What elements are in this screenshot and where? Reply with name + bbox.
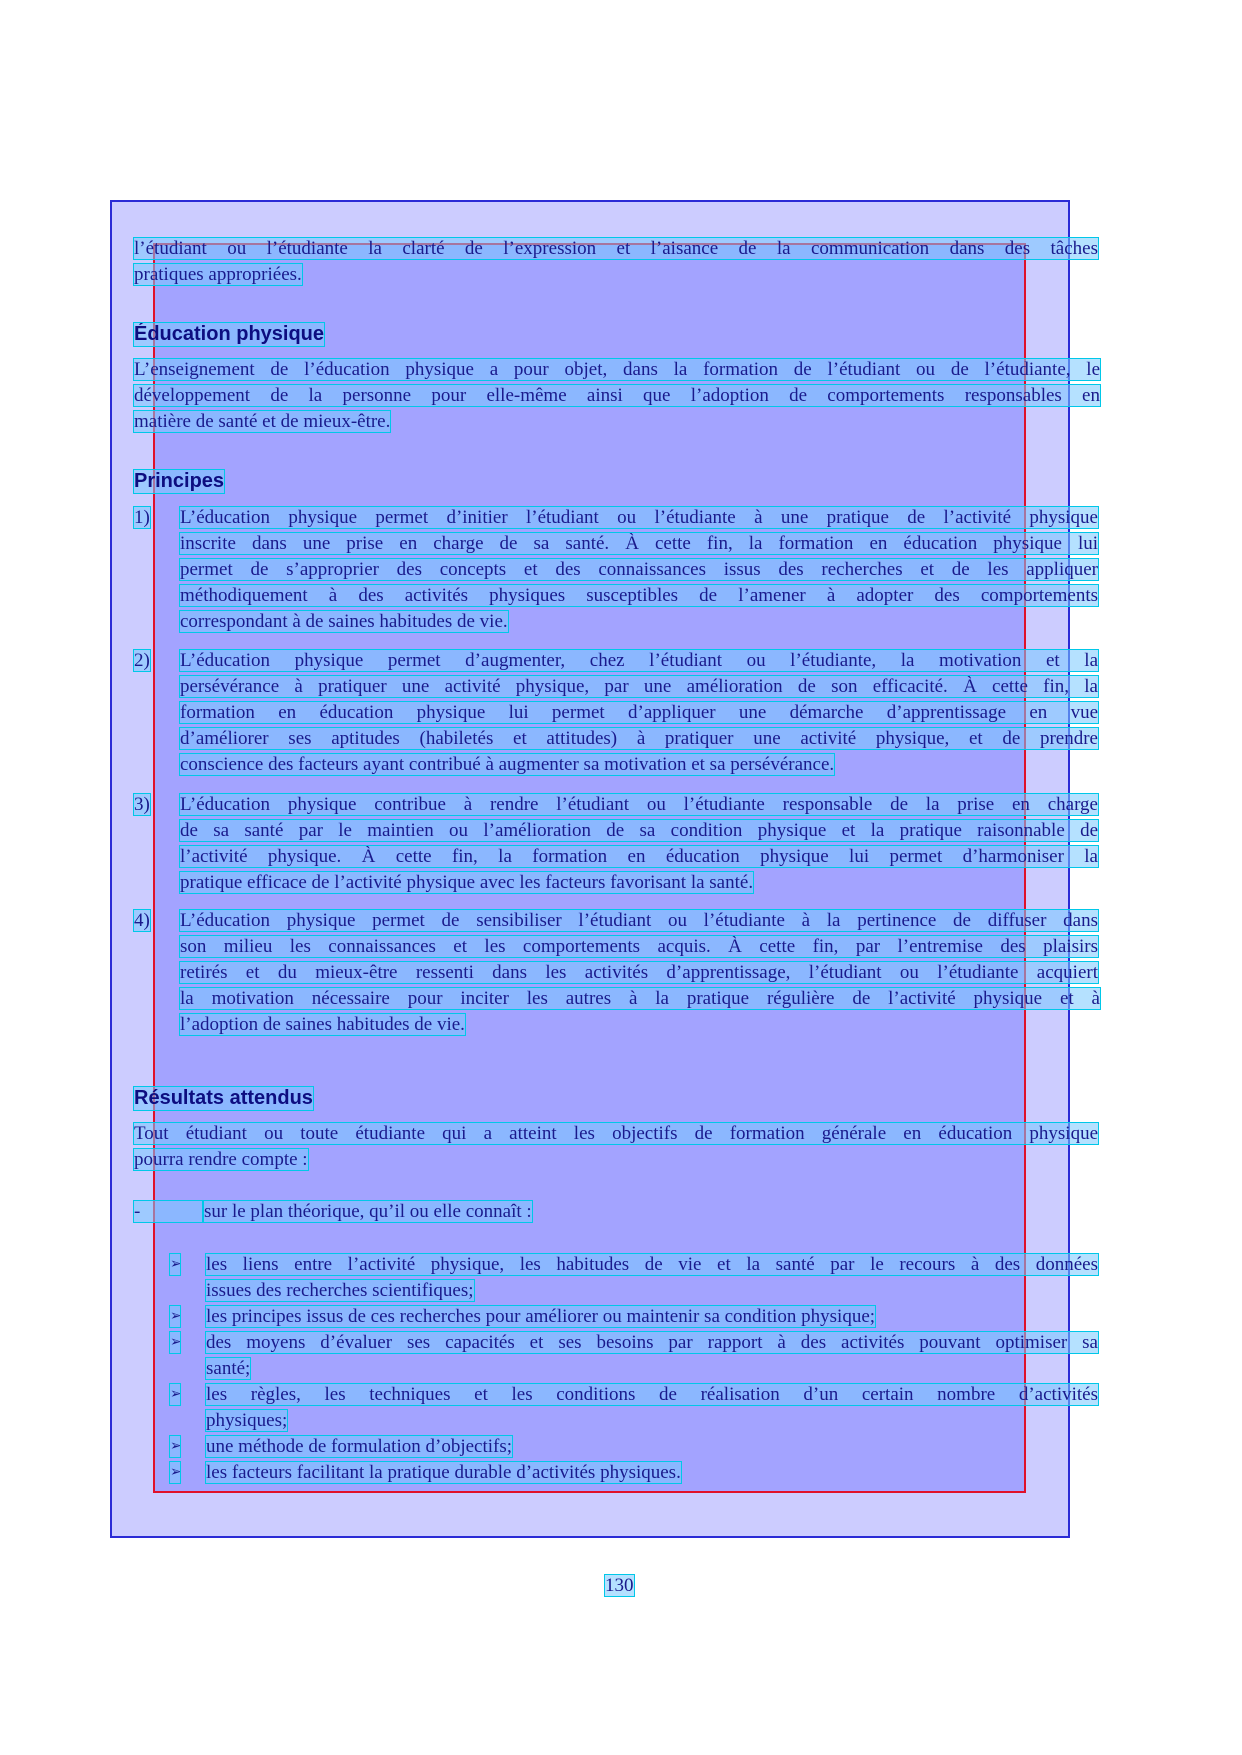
education-physique-line-3: matière de santé et de mieux-être. — [134, 411, 391, 432]
principe-2-line-2: persévérance à pratiquer une activité physique, par une amélioration de son efficacité. À cette fin, la — [180, 676, 1098, 697]
principe-3-line-2: de sa santé par le maintien ou l’amélioration de sa condition physique et la pratique raisonnable de — [180, 820, 1098, 841]
principe-number: 1) — [134, 507, 150, 528]
principe-4-line-5: l’adoption de saines habitudes de vie. — [180, 1014, 465, 1035]
principe-1-line-1: L’éducation physique permet d’initier l’étudiant ou l’étudiante à une pratique de l’activité physique — [180, 507, 1098, 528]
principe-1-line-5: correspondant à de saines habitudes de vie. — [180, 611, 508, 632]
bullet-4-line-2: physiques; — [206, 1410, 288, 1431]
intro-line-2: pratiques appropriées. — [134, 264, 302, 285]
education-physique-line-1: L’enseignement de l’éducation physique a pour objet, dans la formation de l’étudiant ou de l’étudiante, le — [134, 359, 1100, 380]
bullet-arrow-icon: ➢ — [170, 1254, 180, 1275]
bullet-4-line-1: les règles, les techniques et les conditions de réalisation d’un certain nombre d’activités — [206, 1384, 1098, 1405]
bullet-1-line-2: issues des recherches scientifiques; — [206, 1280, 474, 1301]
principe-number: 2) — [134, 650, 150, 671]
bullet-arrow-icon: ➢ — [170, 1306, 180, 1327]
principe-3-line-4: pratique efficace de l’activité physique avec les facteurs favorisant la santé. — [180, 872, 754, 893]
bullet-arrow-icon: ➢ — [170, 1384, 180, 1405]
page-number: 130 — [605, 1575, 634, 1596]
principe-2-line-3: formation en éducation physique lui permet d’appliquer une démarche d’apprentissage en vue — [180, 702, 1098, 723]
bullet-arrow-icon: ➢ — [170, 1332, 180, 1353]
section-heading-education-physique: Éducation physique — [134, 323, 325, 345]
bullet-2-line-1: les principes issus de ces recherches pour améliorer ou maintenir sa condition physique; — [206, 1306, 876, 1327]
principe-number: 4) — [134, 910, 150, 931]
principe-1-line-4: méthodiquement à des activités physiques susceptibles de l’amener à adopter des comportements — [180, 585, 1098, 606]
principe-1-line-3: permet de s’approprier des concepts et des connaissances issus des recherches et de les appliquer — [180, 559, 1098, 580]
section-heading-principes: Principes — [134, 470, 225, 492]
dash-marker: - — [134, 1201, 202, 1222]
principe-3-line-1: L’éducation physique contribue à rendre l’étudiant ou l’étudiante responsable de la prise en charge — [180, 794, 1098, 815]
bullet-arrow-icon: ➢ — [170, 1436, 180, 1457]
bullet-3-line-1: des moyens d’évaluer ses capacités et ses besoins par rapport à des activités pouvant optimiser sa — [206, 1332, 1098, 1353]
intro-line-1: l’étudiant ou l’étudiante la clarté de l’expression et l’aisance de la communication dans des tâches — [134, 238, 1098, 259]
theory-intro-line: sur le plan théorique, qu’il ou elle connaît : — [204, 1201, 532, 1222]
resultats-intro-line-1: Tout étudiant ou toute étudiante qui a atteint les objectifs de formation générale en éducation physique — [134, 1123, 1098, 1144]
bullet-5-line-1: une méthode de formulation d’objectifs; — [206, 1436, 513, 1457]
principe-4-line-2: son milieu les connaissances et les comportements acquis. À cette fin, par l’entremise des plaisirs — [180, 936, 1098, 957]
principe-3-line-3: l’activité physique. À cette fin, la formation en éducation physique lui permet d’harmoniser la — [180, 846, 1098, 867]
principe-2-line-5: conscience des facteurs ayant contribué à augmenter sa motivation et sa persévérance. — [180, 754, 835, 775]
bullet-6-line-1: les facteurs facilitant la pratique durable d’activités physiques. — [206, 1462, 681, 1483]
principe-1-line-2: inscrite dans une prise en charge de sa santé. À cette fin, la formation en éducation physique lui — [180, 533, 1098, 554]
principe-4-line-1: L’éducation physique permet de sensibiliser l’étudiant ou l’étudiante à la pertinence de diffuser dans — [180, 910, 1098, 931]
education-physique-line-2: développement de la personne pour elle-même ainsi que l’adoption de comportements responsables en — [134, 385, 1100, 406]
bullet-1-line-1: les liens entre l’activité physique, les habitudes de vie et la santé par le recours à des données — [206, 1254, 1098, 1275]
resultats-intro-line-2: pourra rendre compte : — [134, 1149, 308, 1170]
principe-2-line-1: L’éducation physique permet d’augmenter, chez l’étudiant ou l’étudiante, la motivation et la — [180, 650, 1098, 671]
principe-4-line-3: retirés et du mieux-être ressenti dans les activités d’apprentissage, l’étudiant ou l’étudiante acquiert — [180, 962, 1098, 983]
bullet-3-line-2: santé; — [206, 1358, 251, 1379]
section-heading-resultats-attendus: Résultats attendus — [134, 1087, 313, 1109]
principe-4-line-4: la motivation nécessaire pour inciter les autres à la pratique régulière de l’activité physique et à — [180, 988, 1100, 1009]
principe-2-line-4: d’améliorer ses aptitudes (habiletés et attitudes) à pratiquer une activité physique, et de prendre — [180, 728, 1098, 749]
bullet-arrow-icon: ➢ — [170, 1462, 180, 1483]
principe-number: 3) — [134, 794, 150, 815]
